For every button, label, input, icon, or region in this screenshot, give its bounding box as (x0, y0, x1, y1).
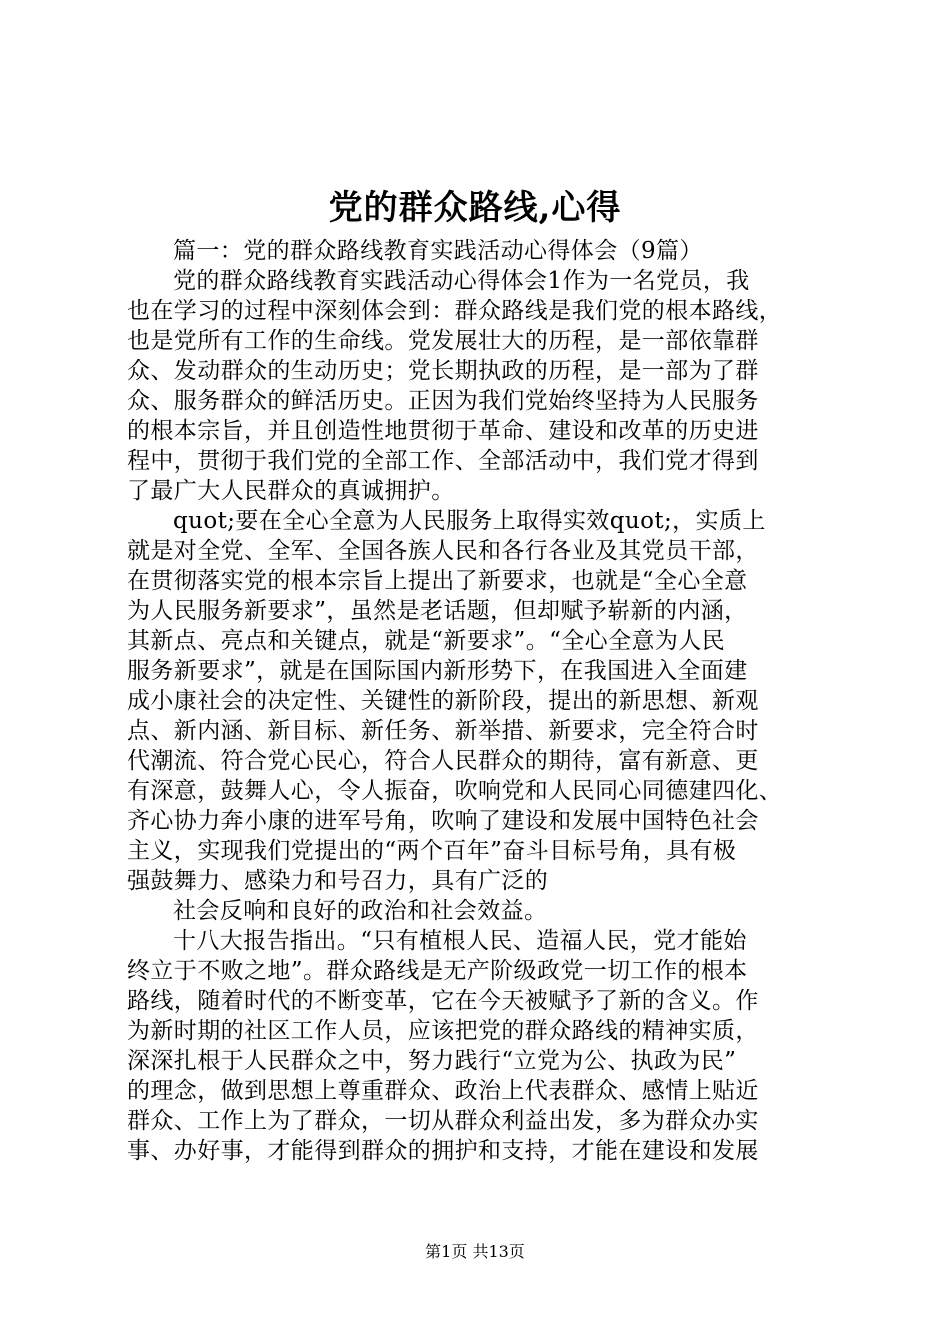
text-line: 众、发动群众的生动历史；党长期执政的历程，是一部为了群 (127, 358, 759, 384)
document-body (127, 236, 837, 1166)
text-line: 社会反响和良好的政治和社会效益。 (173, 898, 548, 924)
text-line: 的根本宗旨，并且创造性地贯彻于革命、建设和改革的历史进 (127, 418, 759, 444)
text-line: 就是对全党、全军、全国各族人民和各行各业及其党员干部， (127, 538, 759, 564)
text-line: 群众、工作上为了群众，一切从群众利益出发，多为群众办实 (127, 1108, 759, 1134)
text-line: 服务新要求”，就是在国际国内新形势下，在我国进入全面建 (127, 658, 748, 684)
page-number-footer: 第1页 共13页 (425, 1242, 525, 1261)
text-line: 也是党所有工作的生命线。党发展壮大的历程，是一部依靠群 (127, 328, 759, 354)
text-line: 有深意，鼓舞人心，令人振奋，吹响党和人民同心同德建四化、 (127, 778, 783, 804)
text-line: 了最广大人民群众的真诚拥护。 (127, 478, 455, 504)
text-line: 点、新内涵、新目标、新任务、新举措、新要求，完全符合时 (127, 718, 759, 744)
text-line: 齐心协力奔小康的进军号角，吹响了建设和发展中国特色社会 (127, 808, 759, 834)
text-line: 篇一：党的群众路线教育实践活动心得体会（9篇） (173, 238, 703, 264)
text-line: 的理念，做到思想上尊重群众、政治上代表群众、感情上贴近 (127, 1078, 759, 1104)
text-line: 为新时期的社区工作人员，应该把党的群众路线的精神实质， (127, 1018, 759, 1044)
text-line: quot;要在全心全意为人民服务上取得实效quot;，实质上 (173, 508, 766, 534)
text-line: 路线，随着时代的不断变革，它在今天被赋予了新的含义。作 (127, 988, 759, 1014)
document-title: 党的群众路线,心得 (328, 188, 622, 228)
text-line: 代潮流、符合党心民心，符合人民群众的期待，富有新意、更 (127, 748, 759, 774)
text-line: 程中，贯彻于我们党的全部工作、全部活动中，我们党才得到 (127, 448, 759, 474)
text-line: 终立于不败之地”。群众路线是无产阶级政党一切工作的根本 (127, 958, 748, 984)
text-line: 事、办好事，才能得到群众的拥护和支持，才能在建设和发展 (127, 1138, 759, 1164)
text-line: 党的群众路线教育实践活动心得体会1作为一名党员，我 (173, 268, 750, 294)
text-line: 成小康社会的决定性、关键性的新阶段，提出的新思想、新观 (127, 688, 759, 714)
text-line: 强鼓舞力、感染力和号召力，具有广泛的 (127, 868, 549, 894)
text-line: 深深扎根于人民群众之中，努力践行“立党为公、执政为民” (127, 1048, 737, 1074)
text-line: 其新点、亮点和关键点，就是“新要求”。“全心全意为人民 (127, 628, 726, 654)
text-line: 十八大报告指出。“只有植根人民、造福人民，党才能始 (173, 928, 747, 954)
text-line: 也在学习的过程中深刻体会到：群众路线是我们党的根本路线， (127, 298, 783, 324)
text-line: 主义，实现我们党提出的“两个百年”奋斗目标号角，具有极 (127, 838, 737, 864)
text-line: 在贯彻落实党的根本宗旨上提出了新要求，也就是“全心全意 (127, 568, 748, 594)
text-line: 众、服务群众的鲜活历史。正因为我们党始终坚持为人民服务 (127, 388, 759, 414)
text-line: 为人民服务新要求”，虽然是老话题，但却赋予崭新的内涵， (127, 598, 748, 624)
